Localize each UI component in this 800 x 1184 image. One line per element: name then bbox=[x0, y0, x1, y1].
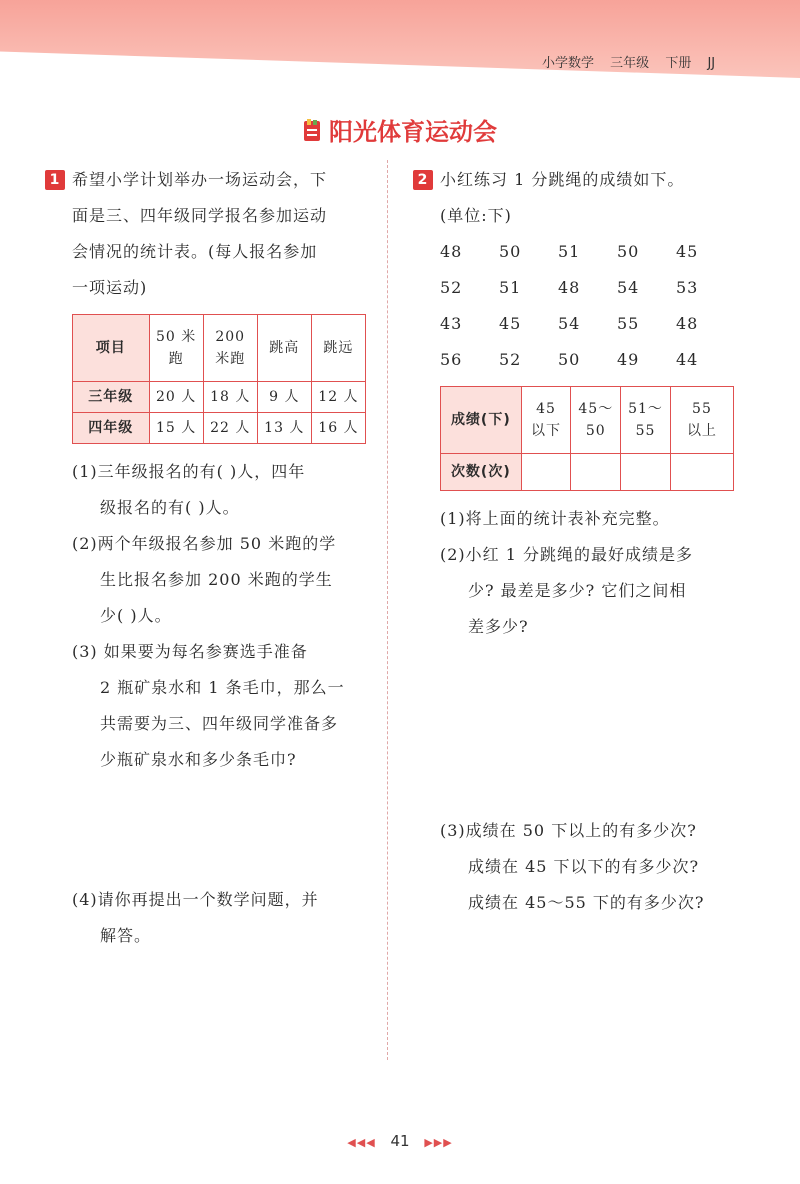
q2-range-2: 45～ 50 bbox=[571, 387, 621, 454]
q1-cell: 9 人 bbox=[257, 382, 311, 413]
q1-sub2-line1: (2)两个年级报名参加 50 米跑的学 bbox=[72, 534, 337, 553]
score: 50 bbox=[499, 242, 522, 261]
q1-sub3-line1: (3) 如果要为每名参赛选手准备 bbox=[72, 642, 308, 661]
q1-cell: 18 人 bbox=[203, 382, 257, 413]
score: 50 bbox=[617, 242, 640, 261]
q1-sub2-line3: 少( )人。 bbox=[100, 606, 172, 625]
question-1 bbox=[49, 162, 370, 954]
q2-count-blank[interactable] bbox=[621, 454, 671, 491]
score: 48 bbox=[440, 242, 463, 261]
question-2 bbox=[417, 162, 750, 921]
header-edition: JJ bbox=[707, 56, 716, 71]
score: 54 bbox=[558, 314, 581, 333]
q1-sub3-line3: 共需要为三、四年级同学准备多 bbox=[100, 714, 339, 733]
q1-intro-3: 会情况的统计表。(每人报名参加 bbox=[72, 242, 318, 261]
q2-range-3: 51～ 55 bbox=[621, 387, 671, 454]
q1-intro-2: 面是三、四年级同学报名参加运动 bbox=[72, 206, 328, 225]
q1-header-high-jump: 跳高 bbox=[257, 315, 311, 382]
score: 53 bbox=[676, 278, 699, 297]
score: 56 bbox=[440, 350, 463, 369]
page-title bbox=[303, 112, 497, 147]
question-number-1: 1 bbox=[45, 170, 65, 190]
q2-intro-1: 小红练习 1 分跳绳的成绩如下。 bbox=[440, 170, 685, 189]
q1-cell: 22 人 bbox=[203, 413, 257, 444]
q2-sub2-line3: 差多少? bbox=[468, 617, 529, 636]
right-arrows-icon: ▶▶▶ bbox=[424, 1136, 453, 1149]
q1-sub1-line1: (1)三年级报名的有( )人，四年 bbox=[72, 462, 306, 481]
header-subject: 小学数学 bbox=[542, 56, 595, 71]
score: 52 bbox=[440, 278, 463, 297]
score: 52 bbox=[499, 350, 522, 369]
page-footer bbox=[0, 1132, 800, 1150]
q1-row-grade4: 四年级 bbox=[73, 413, 150, 444]
q2-sub3-line1: (3)成绩在 50 下以上的有多少次? bbox=[440, 821, 697, 840]
q2-range-1: 45 以下 bbox=[521, 387, 571, 454]
q1-cell: 15 人 bbox=[149, 413, 203, 444]
title-text: 阳光体育运动会 bbox=[329, 118, 497, 146]
left-arrows-icon: ◀◀◀ bbox=[347, 1136, 376, 1149]
score: 51 bbox=[558, 242, 581, 261]
q1-header-item: 项目 bbox=[73, 315, 150, 382]
q1-sub3-line2: 2 瓶矿泉水和 1 条毛巾，那么一 bbox=[100, 678, 345, 697]
q2-header-score: 成绩(下) bbox=[441, 387, 522, 454]
score: 45 bbox=[499, 314, 522, 333]
q2-count-blank[interactable] bbox=[670, 454, 733, 491]
q2-intro-2: (单位:下) bbox=[440, 206, 512, 225]
q1-sub4-line2: 解答。 bbox=[100, 926, 152, 945]
q2-range-4: 55 以上 bbox=[670, 387, 733, 454]
q1-header-50m: 50 米跑 bbox=[149, 315, 203, 382]
header-info bbox=[542, 52, 727, 71]
q1-stats-table bbox=[72, 314, 366, 444]
q1-sub2-line2: 生比报名参加 200 米跑的学生 bbox=[100, 570, 333, 589]
score: 45 bbox=[676, 242, 699, 261]
q2-scores bbox=[440, 234, 750, 378]
score: 44 bbox=[676, 350, 699, 369]
q1-intro-1: 希望小学计划举办一场运动会，下 bbox=[72, 170, 328, 189]
q2-stats-table bbox=[440, 386, 734, 491]
q1-cell: 13 人 bbox=[257, 413, 311, 444]
score: 55 bbox=[617, 314, 640, 333]
q1-sub3-line4: 少瓶矿泉水和多少条毛巾? bbox=[100, 750, 297, 769]
q2-sub3-line3: 成绩在 45～55 下的有多少次? bbox=[468, 893, 705, 912]
q2-sub3-line2: 成绩在 45 下以下的有多少次? bbox=[468, 857, 700, 876]
score: 48 bbox=[676, 314, 699, 333]
header-volume: 下册 bbox=[665, 56, 692, 71]
q1-cell: 20 人 bbox=[149, 382, 203, 413]
q1-header-long-jump: 跳远 bbox=[311, 315, 365, 382]
q1-cell: 16 人 bbox=[311, 413, 365, 444]
q2-count-blank[interactable] bbox=[521, 454, 571, 491]
q1-row-grade3: 三年级 bbox=[73, 382, 150, 413]
score: 43 bbox=[440, 314, 463, 333]
q1-sub1-line2: 级报名的有( )人。 bbox=[100, 498, 240, 517]
q1-sub4-line1: (4)请你再提出一个数学问题，并 bbox=[72, 890, 319, 909]
q2-count-blank[interactable] bbox=[571, 454, 621, 491]
score: 51 bbox=[499, 278, 522, 297]
header-grade: 三年级 bbox=[610, 56, 650, 71]
column-divider bbox=[387, 160, 388, 1060]
q2-sub2-line2: 少? 最差是多少? 它们之间相 bbox=[468, 581, 687, 600]
q1-header-200m: 200 米跑 bbox=[203, 315, 257, 382]
score: 48 bbox=[558, 278, 581, 297]
book-icon bbox=[303, 118, 321, 142]
q2-sub1: (1)将上面的统计表补充完整。 bbox=[440, 509, 670, 528]
q2-sub2-line1: (2)小红 1 分跳绳的最好成绩是多 bbox=[440, 545, 694, 564]
q2-header-count: 次数(次) bbox=[441, 454, 522, 491]
q1-intro-4: 一项运动) bbox=[72, 278, 148, 297]
score: 50 bbox=[558, 350, 581, 369]
score: 54 bbox=[617, 278, 640, 297]
question-number-2: 2 bbox=[413, 170, 433, 190]
score: 49 bbox=[617, 350, 640, 369]
q1-cell: 12 人 bbox=[311, 382, 365, 413]
page-number: 41 bbox=[390, 1132, 410, 1150]
